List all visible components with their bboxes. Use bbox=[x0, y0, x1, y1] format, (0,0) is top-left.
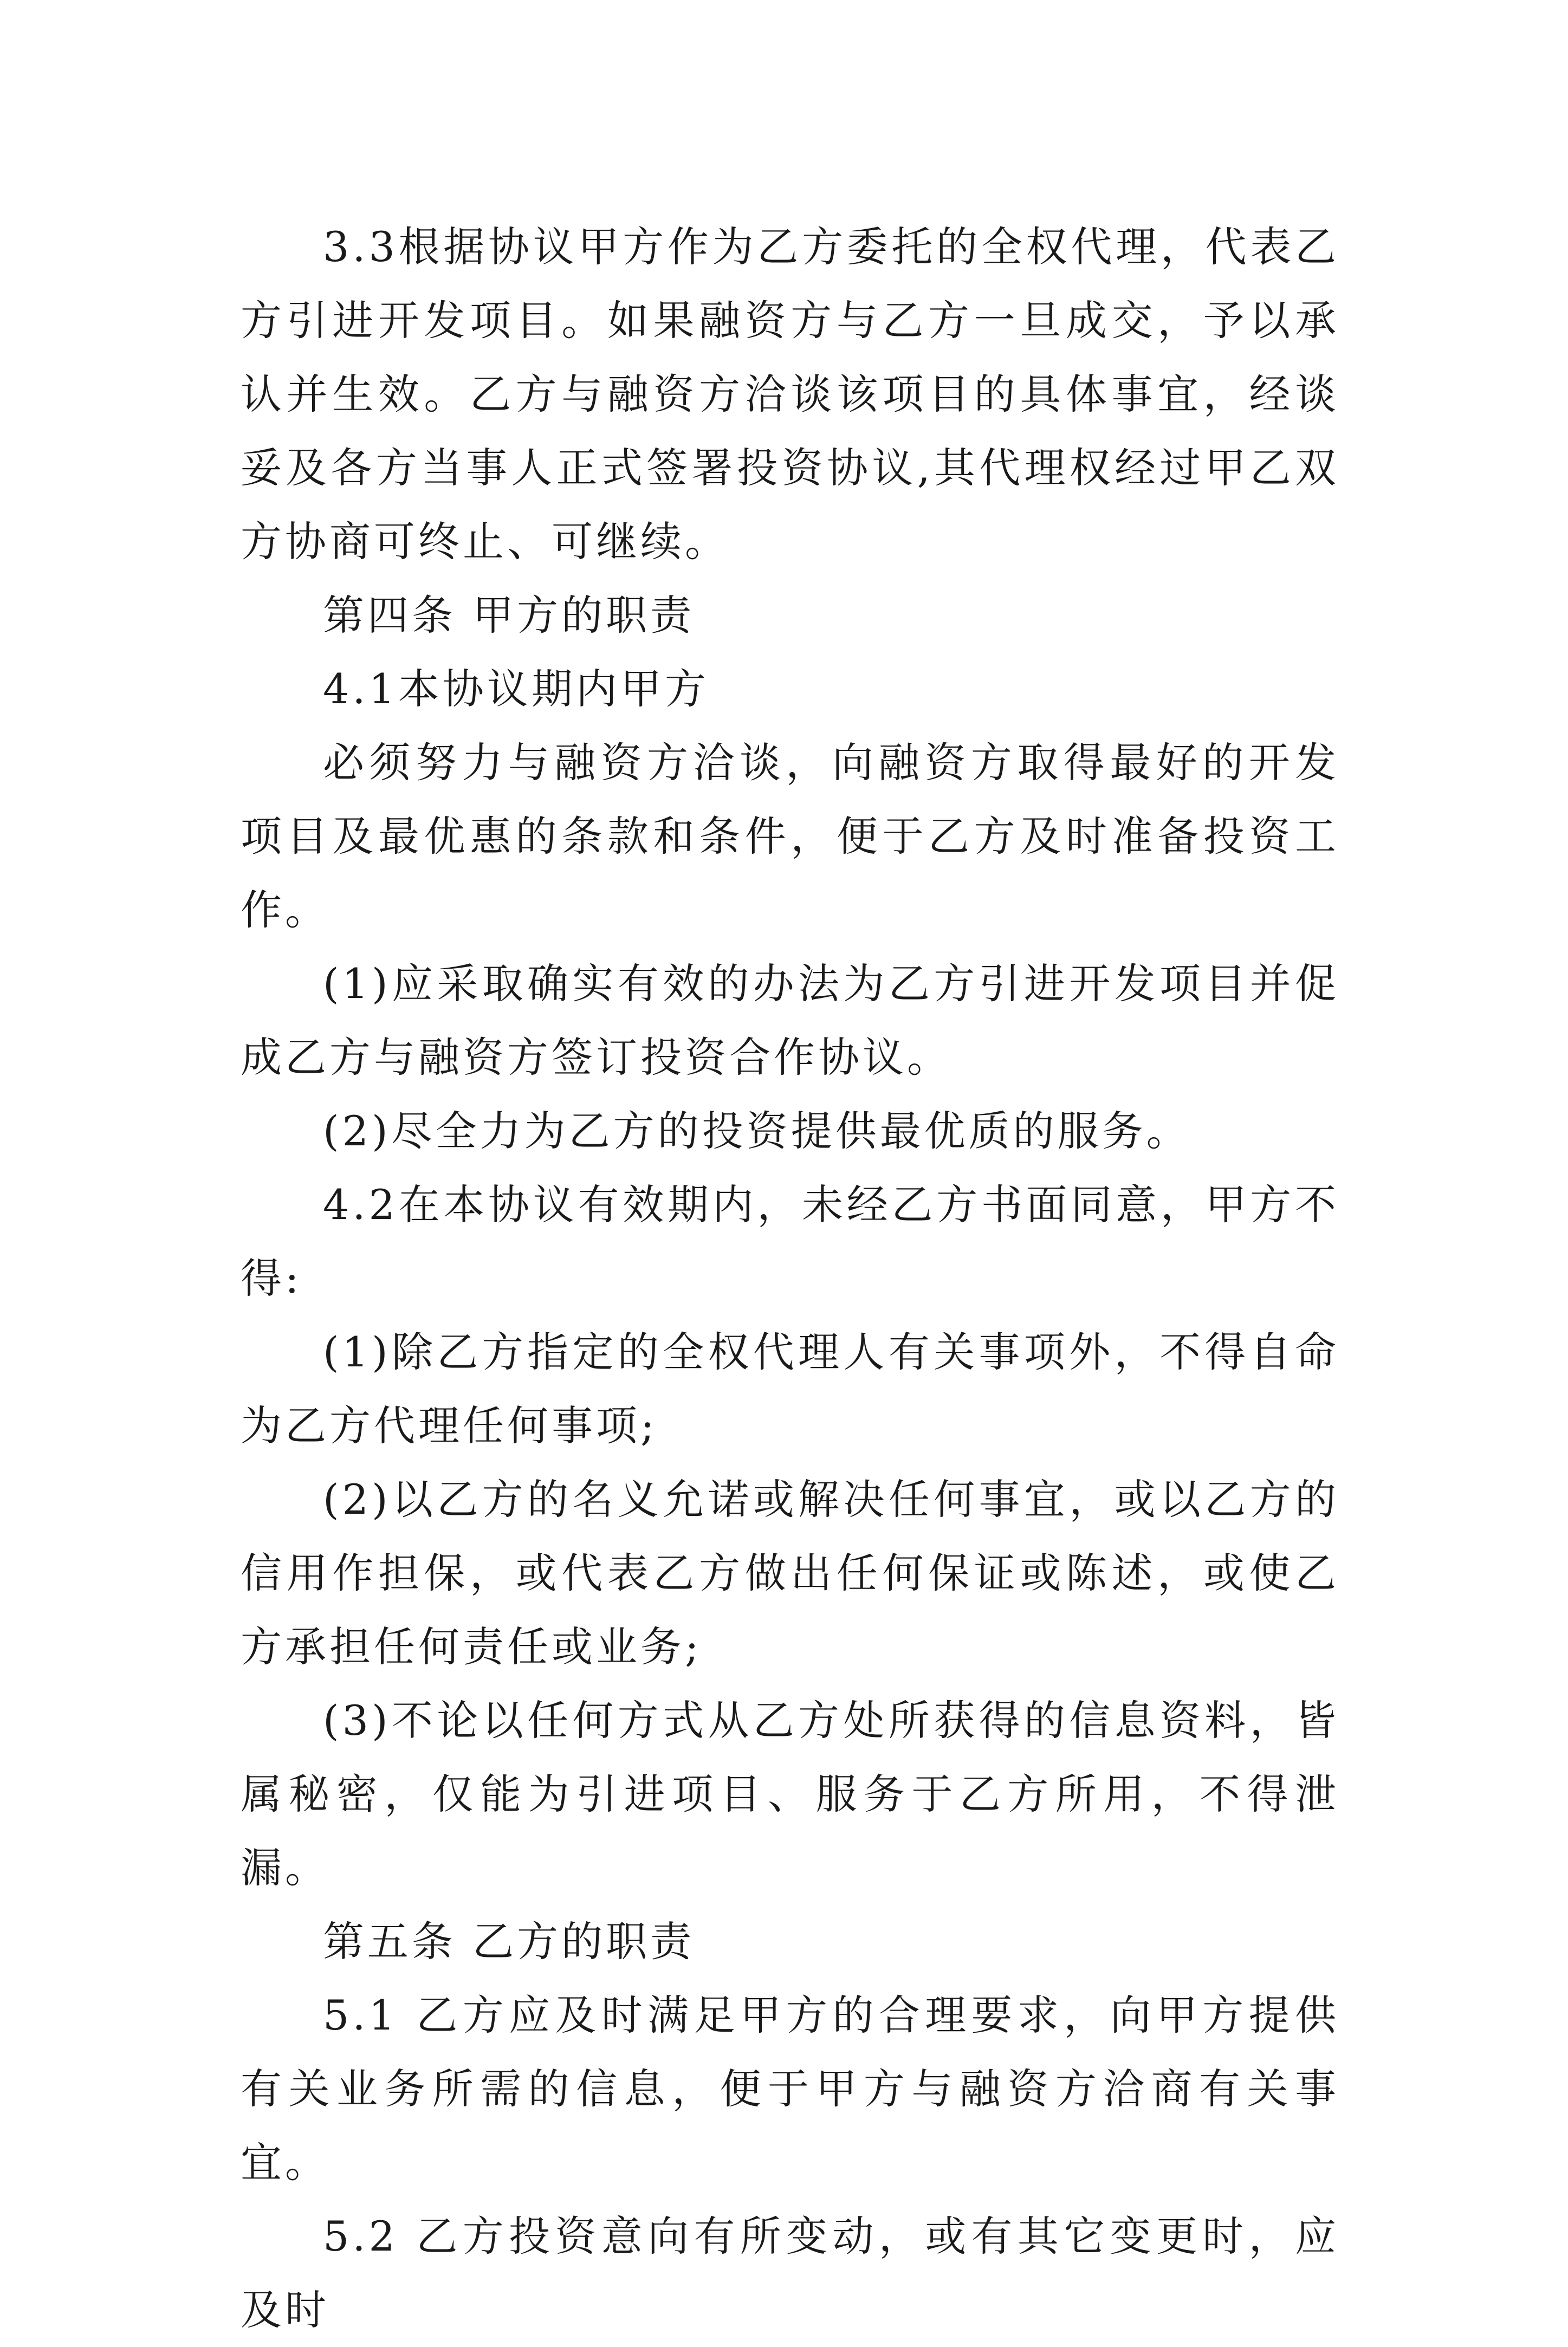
paragraph-4-2: 4.2在本协议有效期内，未经乙方书面同意，甲方不得: bbox=[241, 1181, 1339, 1302]
paragraph-3-3: 3.3根据协议甲方作为乙方委托的全权代理，代表乙方引进开发项目。如果融资方与乙方一旦成交，予以承认并生效。乙方与融资方洽谈该项目的具体事宜，经谈妥及各方当事人正式签署投资协议,其代理权经过甲乙双方协商可终止、可继续。 bbox=[241, 223, 1339, 566]
document-body bbox=[241, 210, 1339, 2347]
paragraph-5-1: 5.1 乙方应及时满足甲方的合理要求，向甲方提供有关业务所需的信息，便于甲方与融资方洽商有关事宜。 bbox=[241, 1991, 1339, 2187]
paragraph-4-1: 4.1本协议期内甲方 bbox=[323, 665, 709, 713]
paragraph-4-2-item-2: (2)以乙方的名义允诺或解决任何事宜，或以乙方的信用作担保，或代表乙方做出任何保证或陈述，或使乙方承担任何责任或业务; bbox=[241, 1475, 1339, 1671]
paragraph-4-1-body: 必须努力与融资方洽谈，向融资方取得最好的开发项目及最优惠的条款和条件，便于乙方及时准备投资工作。 bbox=[241, 738, 1339, 934]
paragraph-4-1-item-1: (1)应采取确实有效的办法为乙方引进开发项目并促成乙方与融资方签订投资合作协议。 bbox=[241, 959, 1339, 1081]
paragraph-4-1-item-2: (2)尽全力为乙方的投资提供最优质的服务。 bbox=[323, 1107, 1191, 1155]
paragraph-5-2: 5.2 乙方投资意向有所变动，或有其它变更时，应及时 bbox=[241, 2212, 1339, 2334]
heading-article-4: 第四条 甲方的职责 bbox=[323, 591, 695, 639]
paragraph-4-2-item-3: (3)不论以任何方式从乙方处所获得的信息资料，皆属秘密，仅能为引进项目、服务于乙方所用，不得泄漏。 bbox=[241, 1696, 1339, 1892]
heading-article-5: 第五条 乙方的职责 bbox=[323, 1917, 695, 1966]
paragraph-4-2-item-1: (1)除乙方指定的全权代理人有关事项外，不得自命为乙方代理任何事项; bbox=[241, 1328, 1339, 1450]
